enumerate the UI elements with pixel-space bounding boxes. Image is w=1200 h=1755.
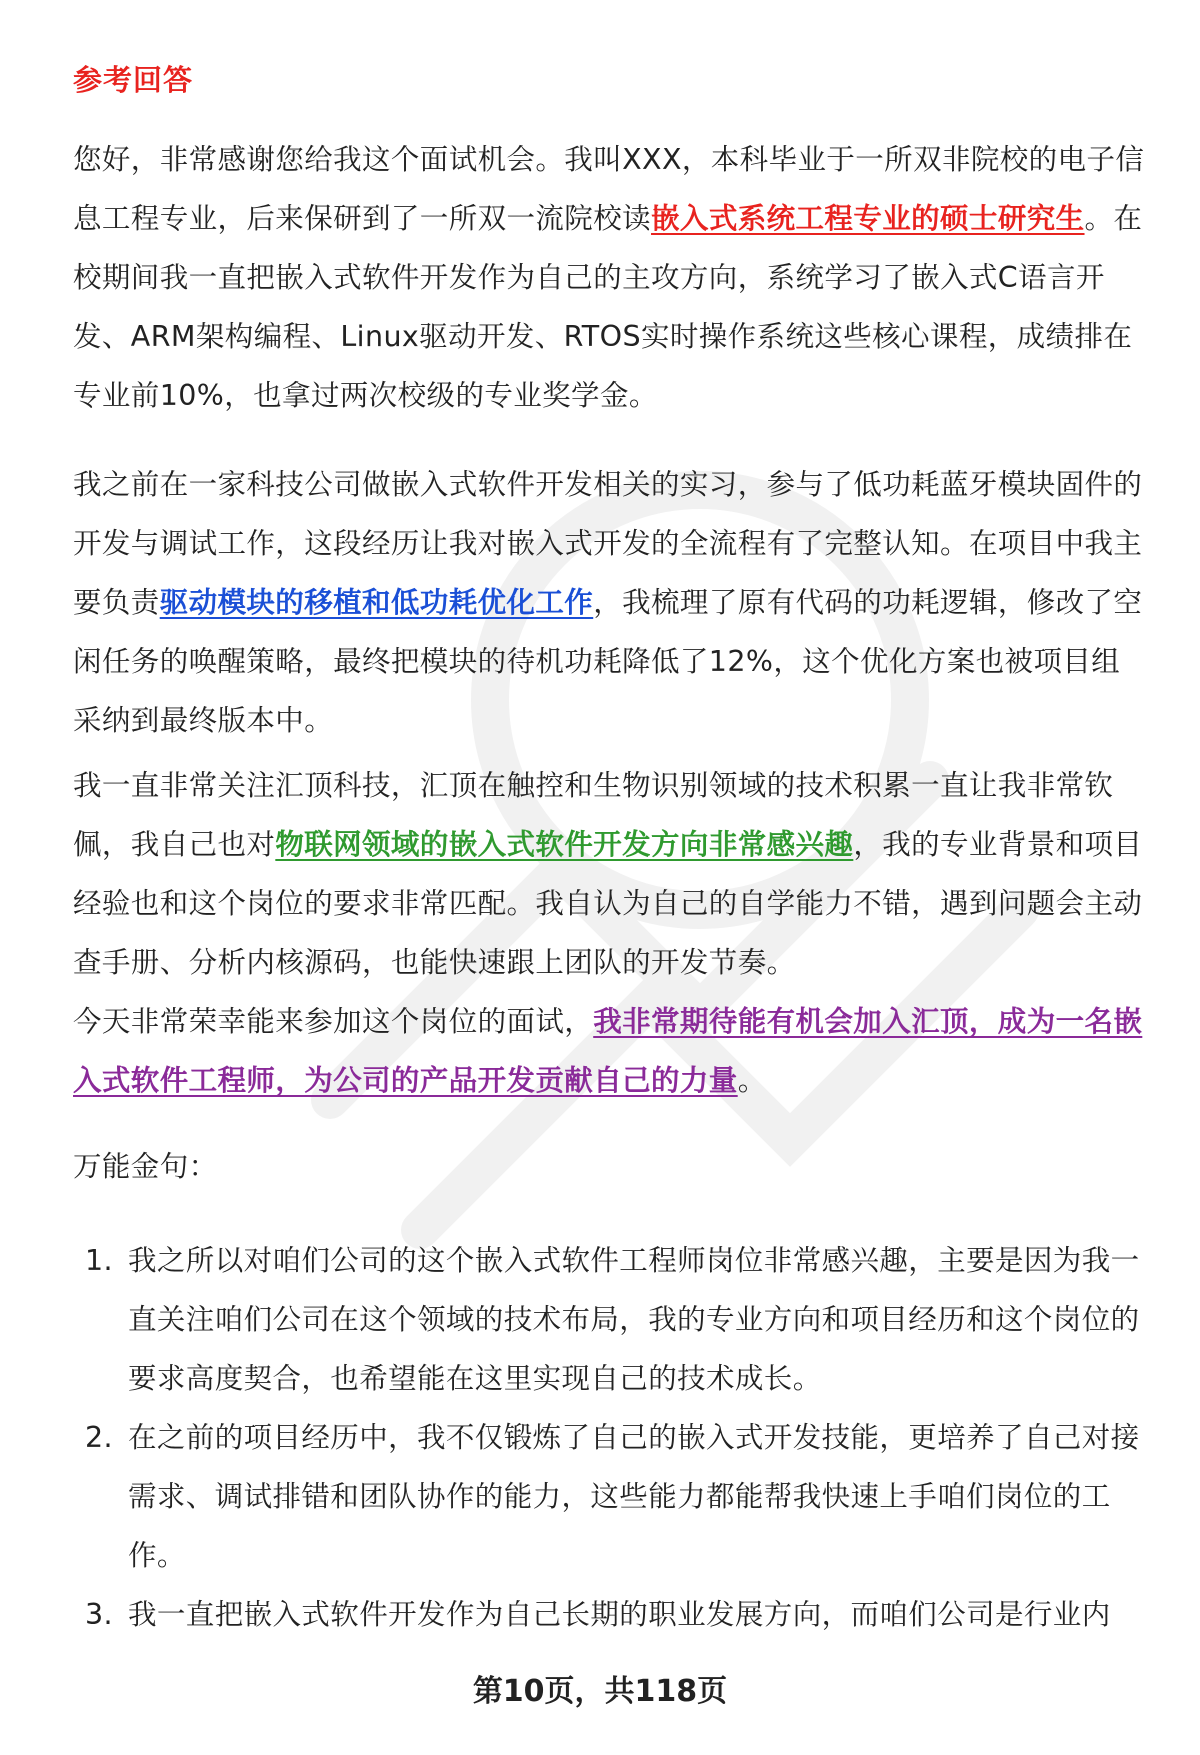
golden-phrases-list [73,1231,1148,1644]
golden-phrases-heading: 万能金句： [73,1150,218,1183]
list-number: 2. [85,1421,113,1454]
highlight-degree: 嵌入式系统工程专业的硕士研究生 [651,202,1085,235]
list-item [73,1231,1148,1408]
interest-text-b: ，我的专业背景和项目经验也和这个岗位的要求非常匹配。我自认为自己的自学能力不错，遇到问题会主动查手册、分析内核源码，也能快速跟上团队的开发节奏。 [73,828,1143,979]
list-number: 1. [85,1244,113,1277]
list-item [73,1408,1148,1585]
highlight-interest: 物联网领域的嵌入式软件开发方向非常感兴趣 [275,828,854,861]
page-number-footer: 第10页，共118页 [472,1674,728,1709]
list-item-text: 我一直把嵌入式软件开发作为自己长期的职业发展方向，而咱们公司是行业内 [128,1598,1111,1631]
intro-paragraph [73,130,1148,425]
list-number: 3. [85,1598,113,1631]
interest-text-a: 我一直非常关注汇顶科技，汇顶在触控和生物识别领域的技术积累一直让我非常钦佩，我自己也对 [73,769,1114,861]
list-item-text: 在之前的项目经历中，我不仅锻炼了自己的嵌入式开发技能，更培养了自己对接需求、调试排错和团队协作的能力，这些能力都能帮我快速上手咱们岗位的工作。 [128,1421,1140,1572]
highlight-closing: 我非常期待能有机会加入汇顶，成为一名嵌入式软件工程师，为公司的产品开发贡献自己的力量 [73,1005,1143,1097]
closing-text-a: 今天非常荣幸能来参加这个岗位的面试， [73,1005,594,1038]
intro-text-a: 您好，非常感谢您给我这个面试机会。我叫XXX，本科毕业于一所双非院校的电子信息工程专业，后来保研到了一所双一流院校读 [73,143,1145,235]
internship-text-a: 我之前在一家科技公司做嵌入式软件开发相关的实习，参与了低功耗蓝牙模块固件的开发与调试工作，这段经历让我对嵌入式开发的全流程有了完整认知。在项目中我主要负责 [73,468,1143,619]
highlight-responsibility: 驱动模块的移植和低功耗优化工作 [159,586,594,619]
intro-text-b: 。在校期间我一直把嵌入式软件开发作为自己的主攻方向，系统学习了嵌入式C语言开发、ARM架构编程、Linux驱动开发、RTOS实时操作系统这些核心课程，成绩排在专业前10%，也拿过两次校级的专业奖学金。 [73,202,1143,412]
company-interest-paragraph [73,756,1148,992]
closing-paragraph [73,992,1148,1110]
internship-paragraph [73,455,1148,750]
section-heading: 参考回答 [73,63,194,97]
internship-text-b: ，我梳理了原有代码的功耗逻辑，修改了空闲任务的唤醒策略，最终把模块的待机功耗降低了12%，这个优化方案也被项目组采纳到最终版本中。 [73,586,1143,737]
closing-text-b: 。 [737,1064,767,1097]
list-item-text: 我之所以对咱们公司的这个嵌入式软件工程师岗位非常感兴趣，主要是因为我一直关注咱们公司在这个领域的技术布局，我的专业方向和项目经历和这个岗位的要求高度契合，也希望能在这里实现自己的技术成长。 [128,1244,1140,1395]
list-item [73,1585,1148,1644]
